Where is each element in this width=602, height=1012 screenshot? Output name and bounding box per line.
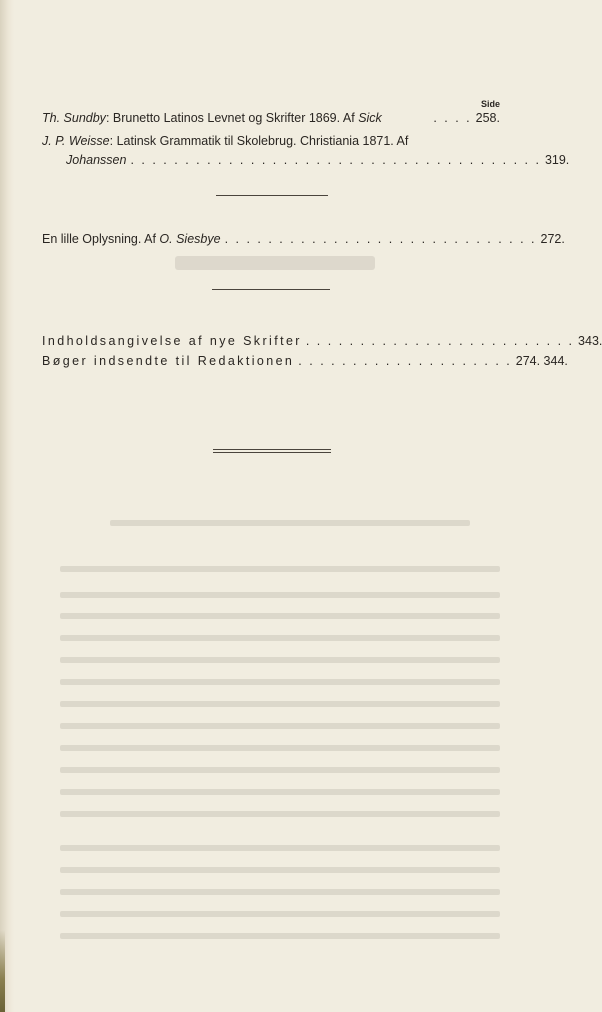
page-edge-shadow [0,0,14,1012]
entry-title: : Latinsk Grammatik til Skolebrug. Christiania 1871. Af [109,134,409,148]
entry-reviewer: Sick [358,111,382,125]
side-column-header: Side [480,99,500,109]
entry-page-number: 272. [540,232,565,246]
section-divider-rule [212,289,330,290]
toc-entry-indholdsangivelse [42,331,602,351]
entry-title: : Brunetto Latinos Levnet og Skrifter 1869. Af [105,111,359,125]
toc-entry-weisse [42,131,570,173]
entry-reviewer: Johanssen [66,153,127,167]
entry-page-number: 343. [578,334,602,348]
toc-entry-sundby [42,108,500,128]
entry-title: Bøger indsendte til Redaktionen [42,354,295,368]
entry-title: En lille Oplysning. Af [42,232,160,246]
dot-leader: . . . . [433,111,472,125]
toc-entry-boeger [42,351,568,371]
entry-page-number: 319. [544,153,570,167]
page-edge-stain [0,930,5,1012]
closing-double-rule-top [213,449,331,450]
entry-author: J. P. Weisse [42,134,110,148]
closing-double-rule-bottom [213,452,331,453]
dot-leader: . . . . . . . . . . . . . . . . . . . . . . . . . [305,334,575,348]
dot-leader: . . . . . . . . . . . . . . . . . . . . [298,354,512,368]
dot-leader: . . . . . . . . . . . . . . . . . . . . . . . . . . . . . . . . . . . . . . [130,153,541,167]
toc-entry-oplysning [42,229,565,249]
entry-page-number: 274. 344. [515,354,568,368]
entry-page-number: 258. [475,111,500,125]
section-divider-rule [216,195,328,196]
entry-author: Th. Sundby [42,111,106,125]
entry-title: Indholdsangivelse af nye Skrifter [42,334,302,348]
dot-leader: . . . . . . . . . . . . . . . . . . . . . . . . . . . . . [224,232,537,246]
entry-reviewer: O. Siesbye [159,232,221,246]
